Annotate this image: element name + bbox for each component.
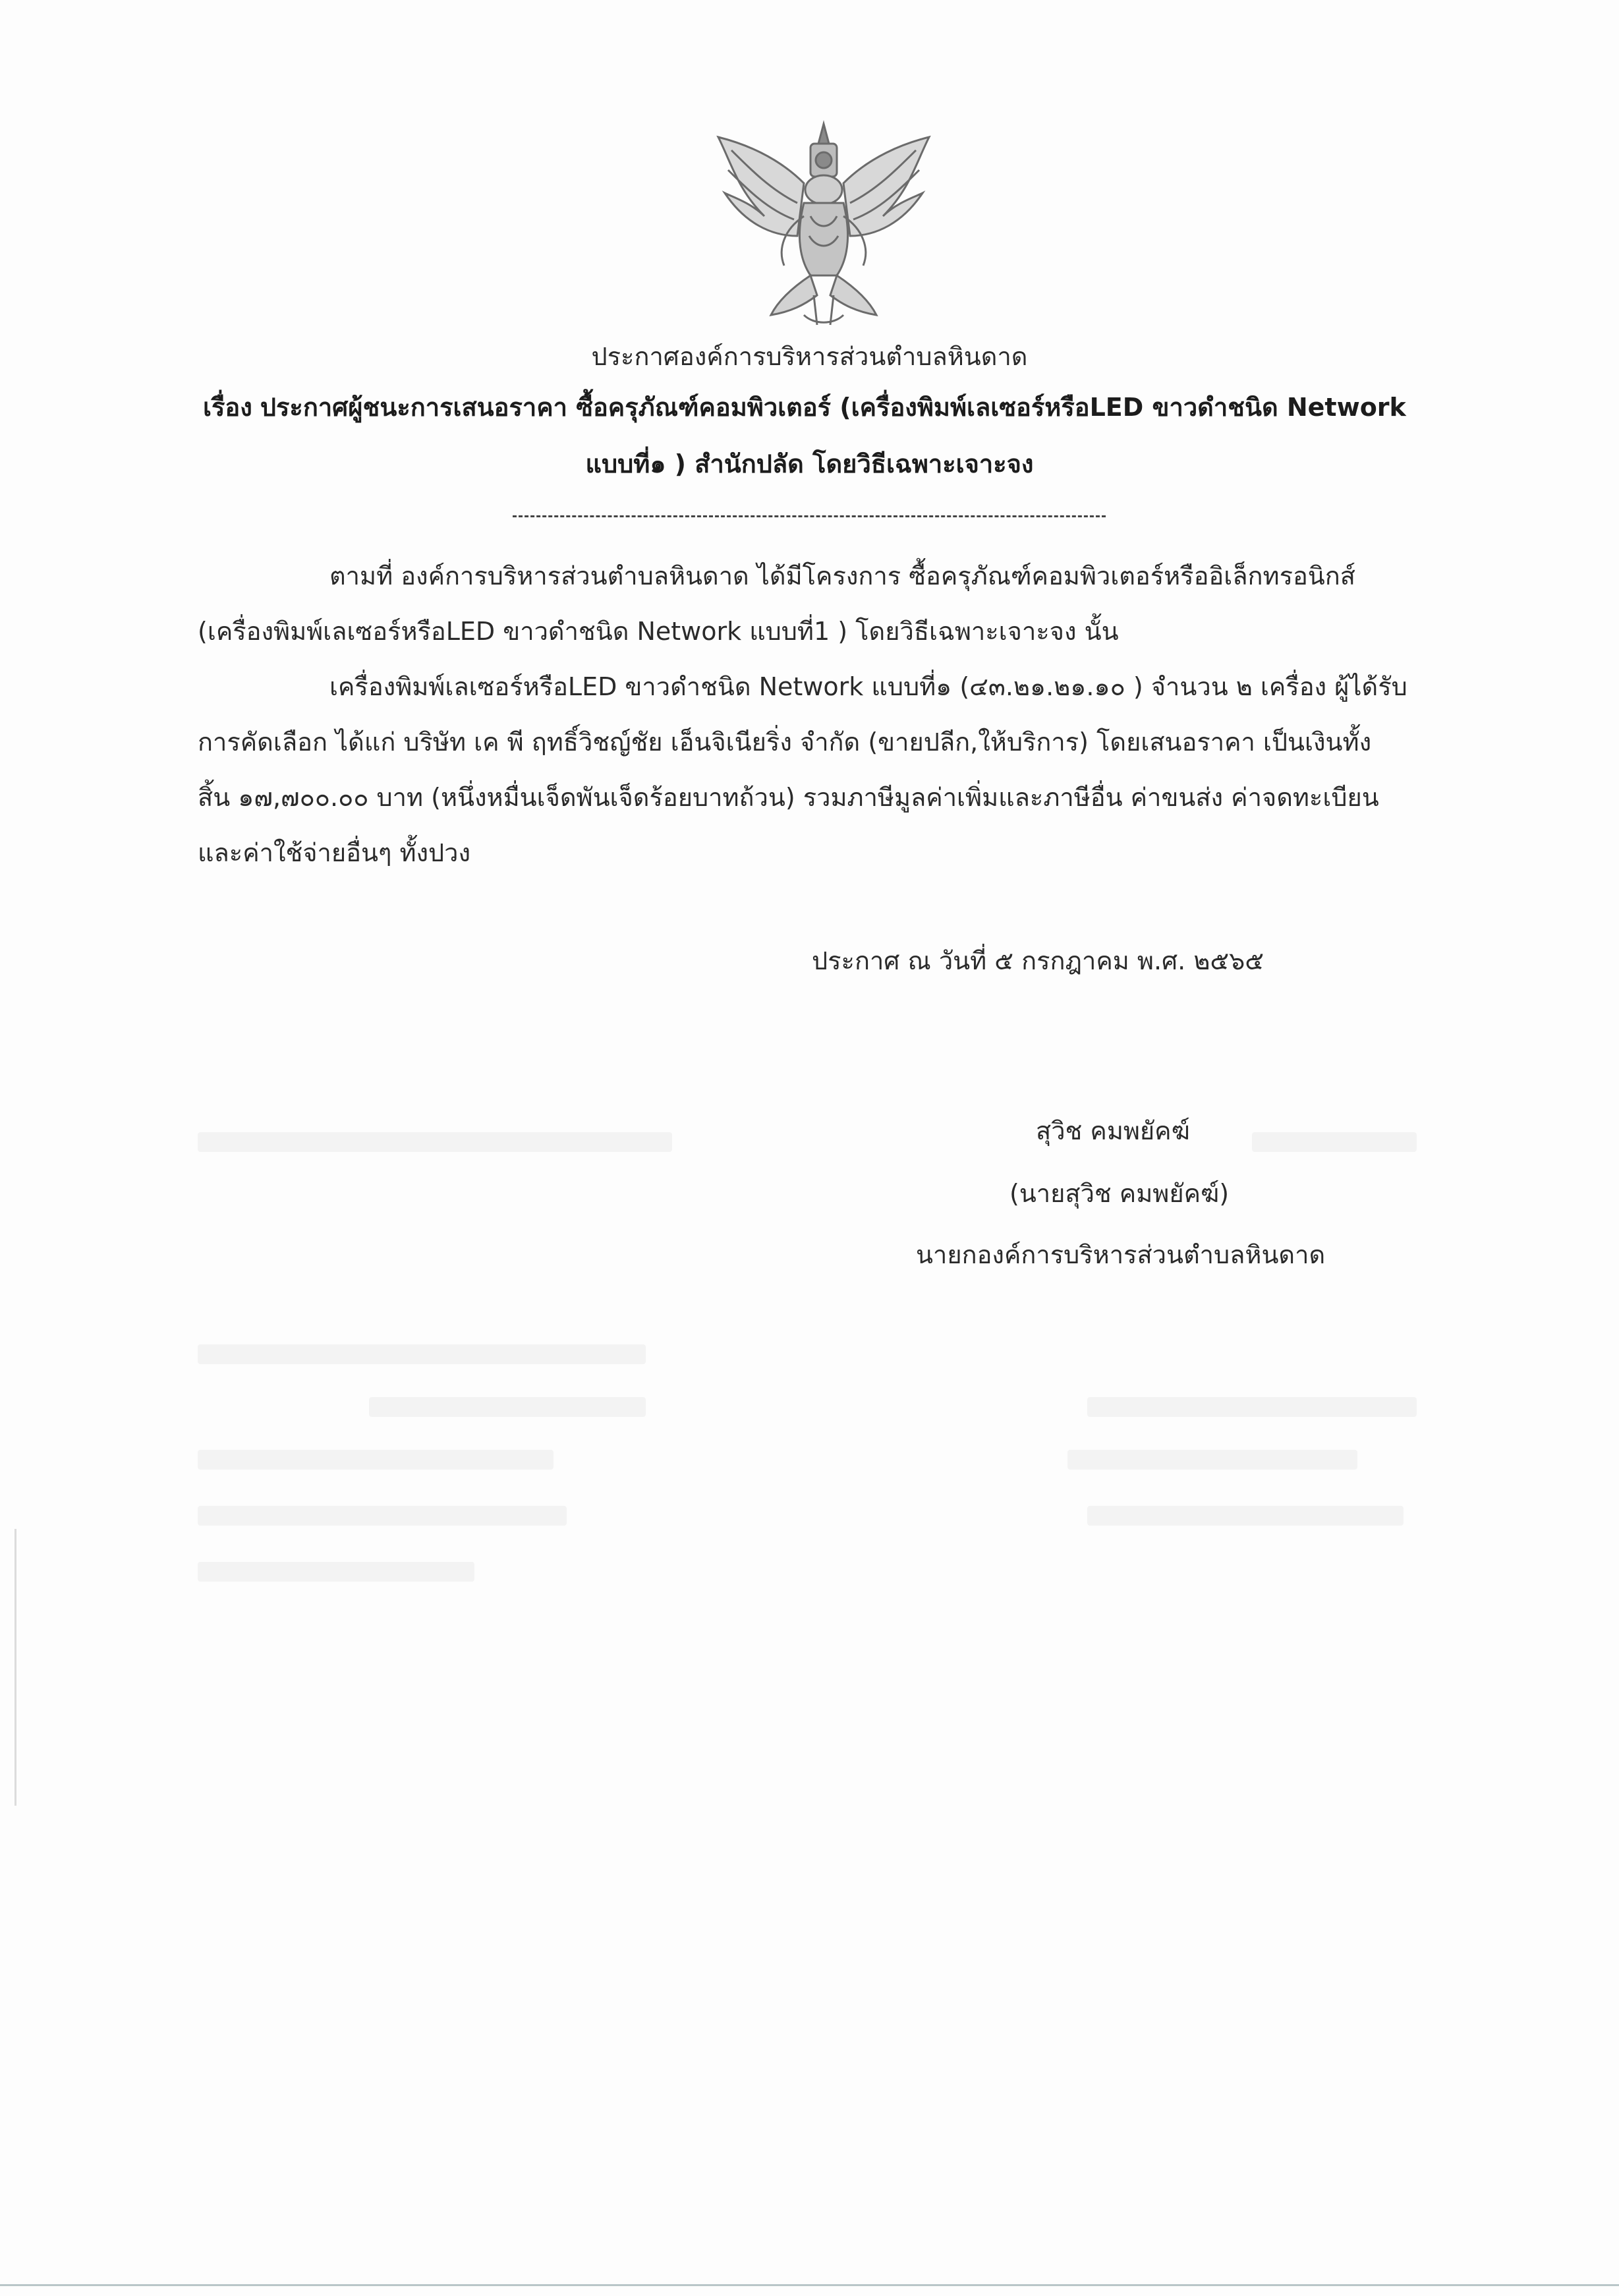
bleed-through-mark [198, 1506, 567, 1526]
bleed-through-mark [198, 1132, 672, 1152]
subject-line-2: แบบที่๑ ) สำนักปลัด โดยวิธีเฉพาะเจาะจง [585, 449, 1034, 478]
bleed-through-mark [1087, 1506, 1404, 1526]
header-divider [513, 515, 1106, 517]
bleed-through-mark [1087, 1397, 1417, 1417]
bleed-through-mark [198, 1450, 554, 1470]
paragraph-2-line-2: การคัดเลือก ได้แก่ บริษัท เค พี ฤทธิ์วิชญ์ชัย เอ็นจิเนียริ่ง จำกัด (ขายปลีก,ให้บริการ) โดยเสนอราคา เป็นเงินทั้ง [198, 728, 1372, 757]
bleed-through-mark [369, 1397, 646, 1417]
paragraph-2-line-3: สิ้น ๑๗,๗๐๐.๐๐ บาท (หนึ่งหมื่นเจ็ดพันเจ็ดร้อยบาทถ้วน) รวมภาษีมูลค่าเพิ่มและภาษีอื่น ค่าขนส่ง ค่าจดทะเบียน [198, 783, 1379, 812]
subject-label: เรื่อง [203, 393, 252, 422]
announcement-date: ประกาศ ณ วันที่ ๕ กรกฎาคม พ.ศ. ๒๕๖๕ [812, 946, 1264, 975]
bleed-through-mark [198, 1344, 646, 1364]
signatory-printed-name: (นายสุวิช คมพยัคฆ์) [1009, 1179, 1230, 1208]
signatory-position: นายกองค์การบริหารส่วนตำบลหินดาด [916, 1240, 1326, 1269]
issuer-title: ประกาศองค์การบริหารส่วนตำบลหินดาด [591, 342, 1028, 371]
paragraph-1-line-2: (เครื่องพิมพ์เลเซอร์หรือLED ขาวดำชนิด Network แบบที่1 ) โดยวิธีเฉพาะเจาะจง นั้น [198, 617, 1119, 646]
bleed-through-mark [1067, 1450, 1357, 1470]
paragraph-2-line-4: และค่าใช้จ่ายอื่นๆ ทั้งปวง [198, 838, 471, 867]
subject-text-1: ประกาศผู้ชนะการเสนอราคา ซื้อครุภัณฑ์คอมพิวเตอร์ (เครื่องพิมพ์เลเซอร์หรือLED ขาวดำชนิด Network [260, 393, 1406, 422]
paragraph-2-line-1: เครื่องพิมพ์เลเซอร์หรือLED ขาวดำชนิด Network แบบที่๑ (๔๓.๒๑.๒๑.๑๐ ) จำนวน ๒ เครื่อง ผู้ได้รับ [329, 672, 1407, 701]
page-bottom-edge [0, 2284, 1619, 2286]
garuda-emblem-icon [705, 117, 942, 335]
subject-line-1 [203, 390, 1406, 424]
paragraph-1-line-1: ตามที่ องค์การบริหารส่วนตำบลหินดาด ได้มีโครงการ ซื้อครุภัณฑ์คอมพิวเตอร์หรืออิเล็กทรอนิกส์ [329, 561, 1355, 590]
bleed-through-mark [198, 1562, 474, 1582]
bleed-through-mark [1252, 1132, 1417, 1152]
scan-edge-mark [14, 1529, 16, 1806]
signature-name: สุวิช คมพยัคฆ์ [1036, 1116, 1190, 1145]
